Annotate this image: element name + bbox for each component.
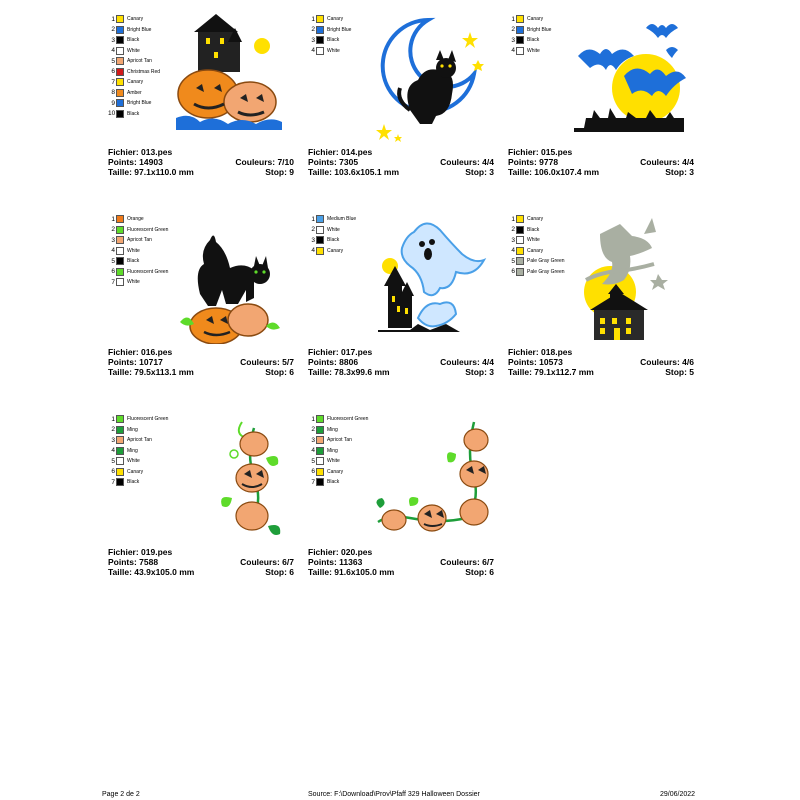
thread-name: Black [327, 237, 340, 244]
color-palette [308, 414, 378, 488]
palette-row [308, 246, 378, 257]
thread-number: 5 [111, 457, 115, 465]
design-info [108, 547, 294, 577]
thread-color-swatch [516, 226, 524, 234]
palette-row [308, 35, 378, 46]
thread-color-swatch [516, 15, 524, 23]
thread-number: 5 [311, 457, 315, 465]
thread-name: Ming [127, 426, 138, 433]
thread-name: White [327, 47, 340, 54]
palette-row [108, 214, 178, 225]
thread-number: 2 [111, 426, 115, 434]
palette-row [308, 14, 378, 25]
thread-number: 5 [111, 257, 115, 265]
palette-row [308, 414, 378, 425]
palette-row [108, 235, 178, 246]
embroidery-design-image [570, 214, 690, 344]
thread-number: 9 [111, 99, 115, 107]
palette-row [108, 98, 178, 109]
thread-name: Bright Blue [527, 26, 552, 33]
thread-color-swatch [116, 15, 124, 23]
thread-number: 1 [311, 215, 315, 223]
thread-number: 4 [511, 47, 515, 55]
color-palette [108, 414, 178, 488]
thread-color-swatch [116, 247, 124, 255]
palette-row [508, 225, 578, 236]
thread-color-swatch [116, 99, 124, 107]
embroidery-design-image [170, 214, 290, 344]
thread-name: White [527, 47, 540, 54]
thread-name: Fluorescent Green [127, 416, 169, 423]
color-count: Couleurs: 5/7 [240, 357, 294, 367]
palette-row [108, 456, 178, 467]
thread-name: Amber [127, 89, 142, 96]
stitch-points: Points: 11363 [308, 557, 363, 567]
thread-color-swatch [116, 47, 124, 55]
embroidery-design-image [170, 14, 290, 144]
thread-color-swatch [316, 247, 324, 255]
palette-row [108, 414, 178, 425]
thread-number: 6 [111, 68, 115, 76]
thread-name: Canary [327, 16, 344, 23]
stitch-points: Points: 8806 [308, 357, 359, 367]
thread-name: Orange [127, 216, 144, 223]
thread-color-swatch [516, 47, 524, 55]
stop-count: Stop: 6 [265, 567, 294, 577]
palette-row [508, 246, 578, 257]
thread-name: Apricot Tan [127, 437, 152, 444]
embroidery-design-image [370, 214, 490, 344]
thread-name: Fluorescent Green [127, 226, 169, 233]
stop-count: Stop: 5 [665, 367, 694, 377]
color-count: Couleurs: 4/4 [440, 357, 494, 367]
thread-number: 7 [111, 478, 115, 486]
thread-color-swatch [516, 215, 524, 223]
thread-number: 1 [111, 215, 115, 223]
thread-name: White [527, 237, 540, 244]
color-count: Couleurs: 6/7 [240, 557, 294, 567]
palette-row [108, 67, 178, 78]
thread-name: Black [127, 37, 140, 44]
thread-number: 3 [511, 236, 515, 244]
design-card [108, 214, 298, 389]
palette-row [308, 235, 378, 246]
color-count: Couleurs: 4/6 [640, 357, 694, 367]
thread-color-swatch [516, 257, 524, 265]
palette-row [108, 435, 178, 446]
thread-color-swatch [516, 236, 524, 244]
thread-name: Canary [527, 216, 544, 223]
thread-name: Fluorescent Green [327, 416, 369, 423]
thread-number: 4 [311, 247, 315, 255]
thread-number: 5 [111, 57, 115, 65]
file-name: Fichier: 019.pes [108, 547, 173, 557]
thread-color-swatch [116, 236, 124, 244]
thread-color-swatch [316, 447, 324, 455]
design-size: Taille: 78.3x99.6 mm [308, 367, 390, 377]
thread-color-swatch [316, 36, 324, 44]
print-date: 29/06/2022 [660, 791, 696, 798]
thread-color-swatch [316, 478, 324, 486]
thread-name: Pale Gray Green [527, 268, 565, 275]
palette-row [108, 277, 178, 288]
embroidery-design-image [370, 14, 490, 144]
thread-name: Black [327, 37, 340, 44]
stop-count: Stop: 9 [265, 167, 294, 177]
thread-color-swatch [516, 26, 524, 34]
color-palette [508, 14, 578, 56]
thread-color-swatch [316, 236, 324, 244]
thread-number: 6 [511, 268, 515, 276]
thread-name: Canary [127, 79, 144, 86]
thread-number: 6 [111, 468, 115, 476]
palette-row [308, 456, 378, 467]
file-name: Fichier: 015.pes [508, 147, 573, 157]
thread-name: Black [527, 37, 540, 44]
color-palette [508, 214, 578, 277]
palette-row [308, 467, 378, 478]
palette-row [108, 14, 178, 25]
thread-color-swatch [116, 268, 124, 276]
thread-name: White [327, 458, 340, 465]
thread-number: 7 [111, 78, 115, 86]
file-name: Fichier: 020.pes [308, 547, 373, 557]
thread-name: Apricot Tan [127, 237, 152, 244]
file-name: Fichier: 013.pes [108, 147, 173, 157]
thread-name: White [327, 226, 340, 233]
palette-row [108, 88, 178, 99]
palette-row [108, 25, 178, 36]
palette-row [108, 225, 178, 236]
thread-color-swatch [116, 68, 124, 76]
design-info [308, 547, 494, 577]
color-count: Couleurs: 6/7 [440, 557, 494, 567]
file-name: Fichier: 017.pes [308, 347, 373, 357]
thread-name: Canary [127, 468, 144, 475]
color-count: Couleurs: 4/4 [640, 157, 694, 167]
thread-number: 3 [511, 36, 515, 44]
palette-row [508, 235, 578, 246]
thread-name: Black [127, 479, 140, 486]
thread-name: Canary [527, 16, 544, 23]
thread-name: Canary [127, 16, 144, 23]
thread-color-swatch [316, 26, 324, 34]
thread-name: Ming [127, 447, 138, 454]
design-size: Taille: 103.6x105.1 mm [308, 167, 400, 177]
thread-color-swatch [316, 436, 324, 444]
thread-number: 4 [111, 447, 115, 455]
source-path: Source: F:\Download\Prov\Pfaff 329 Halloween Dossier [308, 791, 480, 798]
thread-color-swatch [116, 426, 124, 434]
palette-row [108, 477, 178, 488]
thread-name: Canary [327, 247, 344, 254]
thread-name: Black [527, 226, 540, 233]
thread-number: 2 [311, 26, 315, 34]
color-palette [108, 214, 178, 288]
thread-number: 5 [511, 257, 515, 265]
color-palette [108, 14, 178, 119]
thread-color-swatch [116, 447, 124, 455]
thread-number: 7 [111, 278, 115, 286]
design-info [308, 347, 494, 377]
color-palette [308, 214, 378, 256]
palette-row [108, 35, 178, 46]
palette-row [108, 256, 178, 267]
thread-color-swatch [116, 457, 124, 465]
thread-color-swatch [116, 478, 124, 486]
thread-number: 2 [311, 226, 315, 234]
thread-name: Black [127, 258, 140, 265]
thread-number: 3 [111, 436, 115, 444]
thread-color-swatch [316, 215, 324, 223]
thread-number: 3 [111, 36, 115, 44]
palette-row [508, 46, 578, 57]
thread-number: 2 [511, 226, 515, 234]
thread-color-swatch [316, 415, 324, 423]
palette-row [108, 246, 178, 257]
thread-number: 2 [111, 26, 115, 34]
thread-color-swatch [316, 47, 324, 55]
stitch-points: Points: 14903 [108, 157, 163, 167]
thread-number: 6 [311, 468, 315, 476]
thread-color-swatch [116, 89, 124, 97]
thread-number: 1 [111, 415, 115, 423]
palette-row [308, 225, 378, 236]
thread-name: Apricot Tan [127, 58, 152, 65]
design-card [308, 14, 498, 189]
thread-color-swatch [116, 257, 124, 265]
thread-color-swatch [116, 415, 124, 423]
stitch-points: Points: 10717 [108, 357, 163, 367]
palette-row [508, 256, 578, 267]
stop-count: Stop: 6 [465, 567, 494, 577]
color-count: Couleurs: 7/10 [235, 157, 294, 167]
thread-color-swatch [316, 426, 324, 434]
palette-row [108, 109, 178, 120]
design-info [108, 347, 294, 377]
design-card [108, 414, 298, 589]
thread-name: Black [327, 479, 340, 486]
thread-number: 3 [311, 36, 315, 44]
palette-row [308, 214, 378, 225]
stitch-points: Points: 10573 [508, 357, 563, 367]
design-size: Taille: 91.6x105.0 mm [308, 567, 395, 577]
thread-name: Bright Blue [127, 100, 152, 107]
thread-number: 8 [111, 89, 115, 97]
design-size: Taille: 79.1x112.7 mm [508, 367, 594, 377]
page-number: Page 2 de 2 [102, 791, 140, 798]
thread-color-swatch [116, 215, 124, 223]
thread-color-swatch [116, 436, 124, 444]
design-card [508, 214, 698, 389]
stop-count: Stop: 3 [465, 367, 494, 377]
palette-row [508, 14, 578, 25]
design-card [108, 14, 298, 189]
stitch-points: Points: 7588 [108, 557, 159, 567]
thread-color-swatch [316, 457, 324, 465]
palette-row [508, 35, 578, 46]
stop-count: Stop: 6 [265, 367, 294, 377]
design-size: Taille: 106.0x107.4 mm [508, 167, 600, 177]
palette-row [508, 25, 578, 36]
design-card [508, 14, 698, 189]
thread-color-swatch [116, 57, 124, 65]
embroidery-design-image [570, 14, 690, 144]
thread-number: 3 [311, 236, 315, 244]
color-count: Couleurs: 4/4 [440, 157, 494, 167]
thread-number: 1 [511, 15, 515, 23]
thread-name: White [127, 279, 140, 286]
palette-row [108, 46, 178, 57]
design-size: Taille: 97.1x110.0 mm [108, 167, 194, 177]
thread-name: White [127, 458, 140, 465]
design-size: Taille: 79.5x113.1 mm [108, 367, 194, 377]
thread-name: Canary [527, 247, 544, 254]
design-info [108, 147, 294, 177]
palette-row [308, 425, 378, 436]
palette-row [508, 214, 578, 225]
thread-color-swatch [116, 278, 124, 286]
thread-number: 4 [311, 447, 315, 455]
thread-number: 2 [511, 26, 515, 34]
thread-number: 4 [111, 47, 115, 55]
thread-color-swatch [516, 268, 524, 276]
embroidery-design-image [370, 414, 490, 544]
thread-color-swatch [116, 36, 124, 44]
design-card [308, 214, 498, 389]
palette-row [108, 77, 178, 88]
palette-row [108, 56, 178, 67]
palette-row [108, 425, 178, 436]
palette-row [108, 467, 178, 478]
thread-name: Medium Blue [327, 216, 357, 223]
thread-color-swatch [116, 78, 124, 86]
design-info [508, 347, 694, 377]
thread-name: Pale Gray Green [527, 258, 565, 265]
thread-number: 6 [111, 268, 115, 276]
thread-number: 7 [311, 478, 315, 486]
thread-name: Bright Blue [127, 26, 152, 33]
palette-row [108, 446, 178, 457]
embroidery-design-image [170, 414, 290, 544]
thread-color-swatch [316, 15, 324, 23]
file-name: Fichier: 016.pes [108, 347, 173, 357]
thread-color-swatch [116, 26, 124, 34]
thread-color-swatch [316, 468, 324, 476]
palette-row [508, 267, 578, 278]
design-info [508, 147, 694, 177]
thread-color-swatch [116, 226, 124, 234]
thread-name: Canary [327, 468, 344, 475]
stitch-points: Points: 9778 [508, 157, 559, 167]
thread-number: 1 [111, 15, 115, 23]
color-palette [308, 14, 378, 56]
thread-number: 3 [311, 436, 315, 444]
stop-count: Stop: 3 [665, 167, 694, 177]
thread-number: 10 [108, 110, 116, 118]
thread-number: 3 [111, 236, 115, 244]
thread-name: Bright Blue [327, 26, 352, 33]
thread-name: White [127, 247, 140, 254]
thread-number: 2 [311, 426, 315, 434]
palette-row [308, 446, 378, 457]
thread-color-swatch [516, 247, 524, 255]
thread-number: 4 [311, 47, 315, 55]
file-name: Fichier: 014.pes [308, 147, 373, 157]
file-name: Fichier: 018.pes [508, 347, 573, 357]
palette-row [108, 267, 178, 278]
thread-color-swatch [116, 468, 124, 476]
thread-name: Black [127, 110, 140, 117]
design-card [308, 414, 498, 589]
thread-name: Christmas Red [127, 68, 161, 75]
thread-number: 1 [311, 15, 315, 23]
thread-name: White [127, 47, 140, 54]
thread-number: 1 [511, 215, 515, 223]
thread-name: Apricot Tan [327, 437, 352, 444]
thread-number: 1 [311, 415, 315, 423]
palette-row [308, 46, 378, 57]
thread-name: Ming [327, 447, 338, 454]
stop-count: Stop: 3 [465, 167, 494, 177]
thread-name: Ming [327, 426, 338, 433]
palette-row [308, 25, 378, 36]
thread-number: 4 [511, 247, 515, 255]
thread-color-swatch [116, 110, 124, 118]
design-info [308, 147, 494, 177]
design-size: Taille: 43.9x105.0 mm [108, 567, 195, 577]
thread-name: Fluorescent Green [127, 268, 169, 275]
thread-color-swatch [316, 226, 324, 234]
palette-row [308, 435, 378, 446]
thread-color-swatch [516, 36, 524, 44]
stitch-points: Points: 7305 [308, 157, 359, 167]
palette-row [308, 477, 378, 488]
thread-number: 2 [111, 226, 115, 234]
thread-number: 4 [111, 247, 115, 255]
